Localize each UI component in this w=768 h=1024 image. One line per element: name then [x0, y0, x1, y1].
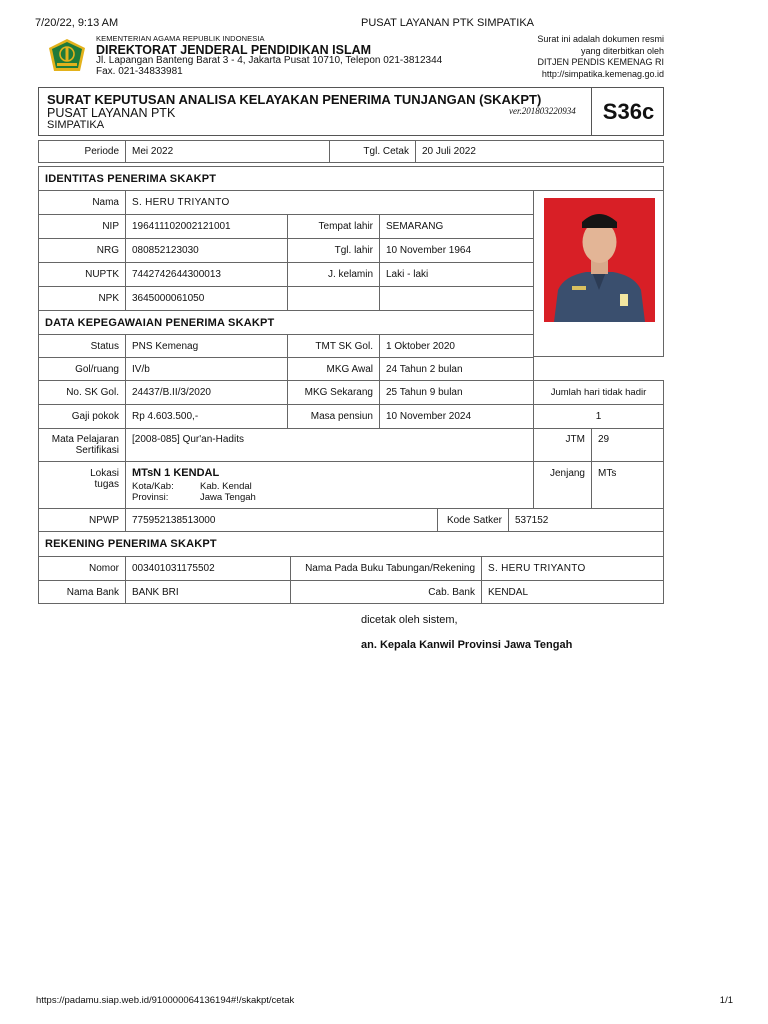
npwp-value: 775952138513000 [125, 508, 438, 532]
section-kepegawaian: DATA KEPEGAWAIAN PENERIMA SKAKPT [38, 310, 534, 335]
version-label: ver.201803220934 [509, 106, 576, 116]
kode-satker-label: Kode Satker [437, 508, 509, 532]
lokasi-value [125, 461, 534, 509]
cab-bank-label: Cab. Bank [290, 580, 482, 604]
nip-label: NIP [38, 214, 126, 239]
tmt-sk-value: 1 Oktober 2020 [379, 334, 534, 358]
jumlah-hari-value: 1 [533, 404, 664, 429]
title-box [38, 87, 664, 136]
nuptk-value: 7442742644300013 [125, 262, 288, 287]
cab-bank-value: KENDAL [481, 580, 664, 604]
nama-bank-label: Nama Bank [38, 580, 126, 604]
mapel-value: [2008-085] Qur'an-Hadits [125, 428, 534, 462]
no-sk-value: 24437/B.II/3/2020 [125, 380, 288, 405]
status-value: PNS Kemenag [125, 334, 288, 358]
print-datetime: 7/20/22, 9:13 AM [35, 17, 119, 29]
nrg-value: 080852123030 [125, 238, 288, 263]
gaji-pokok-value: Rp 4.603.500,- [125, 404, 288, 429]
print-date-label: Tgl. Cetak [329, 140, 416, 163]
periode-value: Mei 2022 [125, 140, 330, 163]
golruang-label: Gol/ruang [38, 357, 126, 381]
official-note-line1: Surat ini adalah dokumen resmi [537, 34, 664, 44]
npk-value: 3645000061050 [125, 286, 288, 311]
tgl-lahir-value: 10 November 1964 [379, 238, 534, 263]
document-subtitle: PUSAT LAYANAN PTK [47, 106, 176, 120]
tmt-sk-label: TMT SK Gol. [287, 334, 380, 358]
print-date-value: 20 Juli 2022 [415, 140, 664, 163]
section-identitas: IDENTITAS PENERIMA SKAKPT [38, 166, 664, 191]
recipient-photo [544, 198, 655, 322]
kota-label: Kota/Kab: [132, 481, 174, 492]
empty-cell [379, 286, 534, 311]
kemenag-logo-icon [47, 38, 87, 74]
provinsi-value: Jawa Tengah [200, 492, 256, 503]
periode-label: Periode [38, 140, 126, 163]
nama-value: S. HERU TRIYANTO [125, 190, 534, 215]
ministry-name: KEMENTERIAN AGAMA REPUBLIK INDONESIA [96, 34, 265, 43]
jenis-kelamin-value: Laki - laki [379, 262, 534, 287]
printed-by-system: dicetak oleh sistem, [361, 614, 458, 626]
nomor-rekening-value: 003401031175502 [125, 556, 291, 581]
no-sk-label: No. SK Gol. [38, 380, 126, 405]
print-title: PUSAT LAYANAN PTK SIMPATIKA [361, 17, 534, 29]
signatory: an. Kepala Kanwil Provinsi Jawa Tengah [361, 639, 573, 651]
mapel-label [38, 428, 126, 462]
masa-pensiun-value: 10 November 2024 [379, 404, 534, 429]
provinsi-label: Provinsi: [132, 492, 169, 503]
lokasi-label-line1: Lokasi [90, 468, 119, 479]
nama-buku-label: Nama Pada Buku Tabungan/Rekening [290, 556, 482, 581]
masa-pensiun-label: Masa pensiun [287, 404, 380, 429]
jenis-kelamin-label: J. kelamin [287, 262, 380, 287]
official-note-line3: DITJEN PENDIS KEMENAG RI [537, 57, 664, 67]
letterhead-fax: Fax. 021-34833981 [96, 66, 183, 77]
mkg-awal-value: 24 Tahun 2 bulan [379, 357, 534, 381]
status-label: Status [38, 334, 126, 358]
empty-cell [287, 286, 380, 311]
nama-bank-value: BANK BRI [125, 580, 291, 604]
system-name: SIMPATIKA [47, 119, 105, 131]
nama-label: Nama [38, 190, 126, 215]
mapel-label-line2: Sertifikasi [75, 445, 119, 456]
form-code: S36c [591, 88, 665, 135]
gaji-pokok-label: Gaji pokok [38, 404, 126, 429]
page-url: https://padamu.siap.web.id/910000064136194#!/skakpt/cetak [36, 995, 295, 1006]
official-note-url: http://simpatika.kemenag.go.id [541, 68, 664, 79]
nomor-rekening-label: Nomor [38, 556, 126, 581]
nama-buku-value: S. HERU TRIYANTO [481, 556, 664, 581]
kode-satker-value: 537152 [508, 508, 664, 532]
lokasi-label [38, 461, 126, 509]
jenjang-value: MTs [591, 461, 664, 509]
nuptk-label: NUPTK [38, 262, 126, 287]
official-note-line2: yang diterbitkan oleh [580, 45, 664, 56]
madrasah-name: MTsN 1 KENDAL [132, 467, 220, 479]
mkg-sekarang-label: MKG Sekarang [287, 380, 380, 405]
jtm-value: 29 [591, 428, 664, 462]
tgl-lahir-label: Tgl. lahir [287, 238, 380, 263]
directorate-name: DIREKTORAT JENDERAL PENDIDIKAN ISLAM [96, 43, 372, 57]
letterhead-address: Jl. Lapangan Banteng Barat 3 - 4, Jakarta Pusat 10710, Telepon 021-3812344 [96, 55, 443, 66]
nrg-label: NRG [38, 238, 126, 263]
npwp-label: NPWP [38, 508, 126, 532]
photo-cell [533, 190, 664, 357]
kota-value: Kab. Kendal [200, 481, 252, 492]
lokasi-label-line2: tugas [94, 479, 119, 490]
portrait-image [544, 198, 655, 322]
jenjang-label: Jenjang [533, 461, 592, 509]
tempat-lahir-value: SEMARANG [379, 214, 534, 239]
jumlah-hari-label: Jumlah hari tidak hadir [533, 380, 664, 405]
mkg-awal-label: MKG Awal [287, 357, 380, 381]
section-rekening: REKENING PENERIMA SKAKPT [38, 531, 664, 557]
nip-value: 196411102002121001 [125, 214, 288, 239]
jtm-label: JTM [533, 428, 592, 462]
golruang-value: IV/b [125, 357, 288, 381]
mkg-sekarang-value: 25 Tahun 9 bulan [379, 380, 534, 405]
page-number: 1/1 [719, 995, 733, 1006]
mapel-label-line1: Mata Pelajaran [51, 434, 119, 445]
tempat-lahir-label: Tempat lahir [287, 214, 380, 239]
official-note [494, 34, 664, 80]
npk-label: NPK [38, 286, 126, 311]
document-title: SURAT KEPUTUSAN ANALISA KELAYAKAN PENERIMA TUNJANGAN (SKAKPT) [47, 92, 542, 107]
